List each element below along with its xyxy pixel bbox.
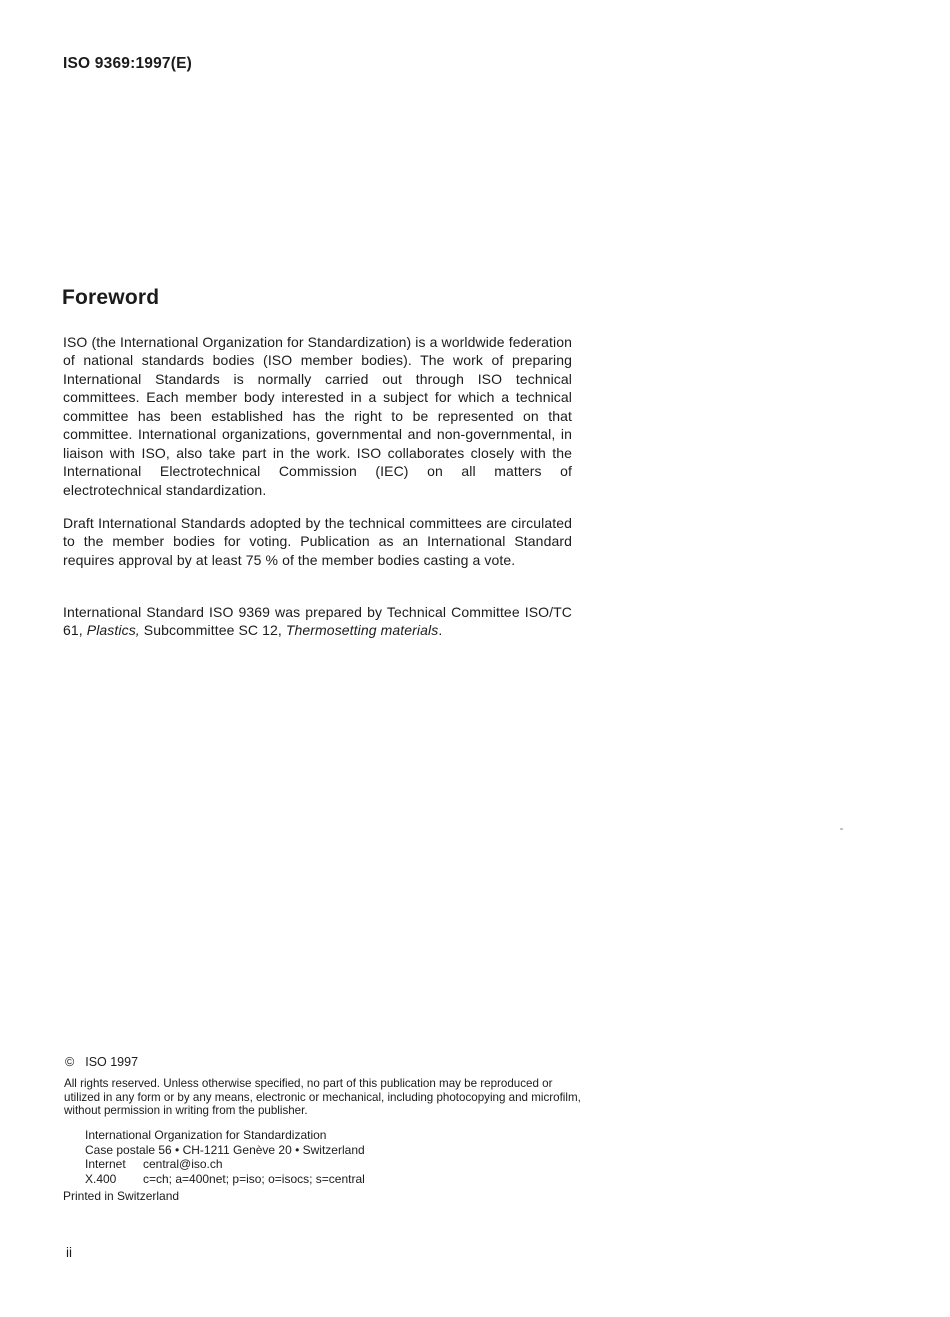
- publisher-x400-row: [85, 1172, 365, 1187]
- paragraph-iso-description: ISO (the International Organization for Standardization) is a worldwide federation of national standards bodies (ISO member bodies). The work of preparing International Standards is normally carried out through ISO technical committees. Each member body interested in a subject for which a technical committee has been established has the right to be represented on that committee. International organizations, governmental and non-governmental, in liaison with ISO, also take part in the work. ISO collaborates closely with the International Electrotechnical Commission (IEC) on all matters of electrotechnical standardization.: [63, 334, 572, 498]
- page-number: ii: [66, 1245, 72, 1260]
- internet-email: central@iso.ch: [143, 1157, 223, 1172]
- committee-plastics-italic: Plastics,: [86, 622, 140, 639]
- committee-thermosetting-italic: Thermosetting materials: [285, 622, 439, 639]
- committee-text-2: Subcommittee SC 12,: [139, 622, 286, 639]
- committee-text-3: .: [438, 622, 443, 639]
- scan-speck-artifact: [840, 828, 843, 830]
- x400-address: c=ch; a=400net; p=iso; o=isocs; s=central: [143, 1171, 365, 1186]
- publisher-organization: International Organization for Standardization: [85, 1128, 327, 1142]
- copyright-year: ISO 1997: [85, 1055, 139, 1069]
- printed-in-notice: Printed in Switzerland: [63, 1189, 180, 1203]
- standard-number-header: ISO 9369:1997(E): [63, 55, 192, 72]
- publisher-address-block: [85, 1128, 365, 1186]
- committee-text-1: International Standard ISO 9369 was prepared by Technical Committee ISO/TC 61,: [63, 604, 572, 639]
- copyright-symbol: ©: [65, 1055, 75, 1069]
- paragraph-draft-standards: Draft International Standards adopted by the technical committees are circulated to the member bodies for voting. Publication as an International Standard requires approval by at least 75 % of the member bodies casting a vote.: [63, 515, 572, 568]
- x400-label: X.400: [85, 1171, 117, 1186]
- paragraph-committee: [63, 603, 572, 640]
- foreword-heading: Foreword: [62, 286, 160, 309]
- publisher-postal-address: Case postale 56 • CH-1211 Genève 20 • Switzerland: [85, 1142, 365, 1157]
- publisher-internet-row: [85, 1157, 365, 1172]
- internet-label: Internet: [85, 1157, 126, 1172]
- copyright-line: [65, 1055, 138, 1069]
- rights-reserved-notice: All rights reserved. Unless otherwise specified, no part of this publication may be reproduced or utilized in any form or by any means, electronic or mechanical, including photocopying and microfilm, without permission in writing from the publisher.: [64, 1077, 581, 1118]
